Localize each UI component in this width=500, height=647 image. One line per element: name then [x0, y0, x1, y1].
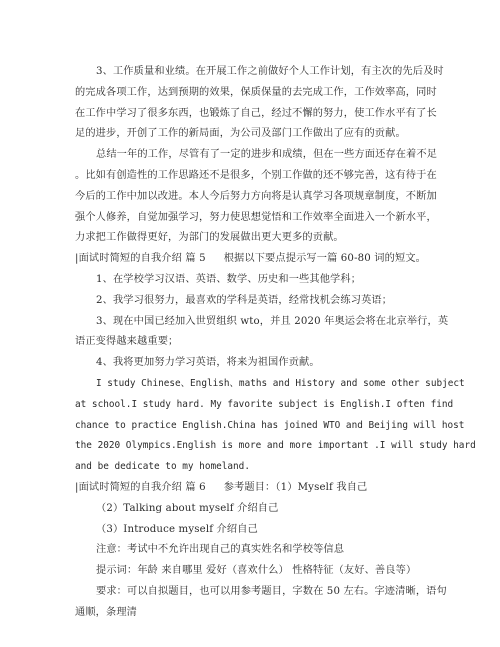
- section-heading-5-note: 根据以下要点提示写一篇 60-80 词的短文。: [223, 253, 426, 265]
- list5-item-3-cont: 语正变得越来越重要；: [75, 336, 179, 348]
- para1-line-2: 的完成各项工作，达到预期的效果，保质保量的去完成工作，工作效率高，同时: [75, 86, 437, 98]
- list5-item-4: 4、我将更加努力学习英语，将来为祖国作贡献。: [96, 357, 320, 369]
- para2-line-5: 力求把工作做得更好，为部门的发展做出更大更多的贡献。: [75, 232, 344, 244]
- para1-line-4: 足的进步，开创了工作的新局面，为公司及部门工作做出了应有的贡献。: [75, 128, 406, 140]
- section-heading-5: [75, 249, 425, 270]
- section-heading-5-title: |面试时简短的自我介绍 篇 5: [75, 253, 206, 265]
- section-heading-6: [75, 478, 425, 499]
- topic-2: （2）Talking about myself 介绍自己: [96, 502, 279, 514]
- english-line-2: at school.I study hard. My favorite subject is English.I often find: [75, 398, 454, 410]
- para2-line-1: 总结一年的工作，尽管有了一定的进步和成绩，但在一些方面还存在着不足: [96, 149, 438, 161]
- para2-line-3: 今后的工作中加以改进。本人今后努力方向将是认真学习各项规章制度，不断加: [75, 190, 437, 202]
- note-attention: 注意：考试中不允许出现自己的真实姓名和学校等信息: [96, 544, 345, 556]
- list5-item-1: 1、在学校学习汉语、英语、数学、历史和一些其他学科；: [96, 273, 362, 285]
- para2-line-2: 。比如有创造性的工作思路还不是很多，个别工作做的还不够完善，这有待于在: [75, 169, 437, 181]
- english-line-3: chance to practice English.China has joined WTO and Beijing will host: [75, 419, 465, 431]
- note-requirements: 要求：可以自拟题目，也可以用参考题目，字数在 50 左右。字迹清晰，语句: [96, 585, 447, 597]
- para1-line-3: 在工作中学习了很多东西，也锻炼了自己，经过不懈的努力，使工作水平有了长: [75, 107, 437, 119]
- english-line-4: the 2020 Olympics.English is more and more important .I will study hard: [75, 440, 476, 452]
- section-heading-6-title: |面试时简短的自我介绍 篇 6: [75, 481, 206, 493]
- list5-item-3: 3、现在中国已经加入世贸组织 wto，并且 2020 年奥运会将在北京举行，英: [96, 315, 449, 327]
- list5-item-2: 2、我学习很努力，最喜欢的学科是英语，经常找机会练习英语；: [96, 294, 393, 306]
- english-line-1: I study Chinese、English、maths and History and some other subject: [96, 377, 465, 389]
- section-heading-6-note: 参考题目：（1）Myself 我自己: [223, 481, 368, 493]
- para2-line-4: 强个人修养，自觉加强学习，努力使思想觉悟和工作效率全面进入一个新水平，: [75, 211, 437, 223]
- note-hint-words: 提示词：年龄 来自哪里 爱好（喜欢什么） 性格特征（友好、善良等）: [96, 565, 417, 577]
- english-line-5: and be dedicate to my homeland.: [75, 461, 250, 473]
- document-page: [75, 62, 476, 624]
- topic-3: （3）Introduce myself 介绍自己: [96, 523, 258, 535]
- note-requirements-cont: 通顺，条理清: [75, 606, 138, 618]
- para1-line-1: 3、工作质量和业绩。在开展工作之前做好个人工作计划，有主次的先后及时: [96, 66, 444, 77]
